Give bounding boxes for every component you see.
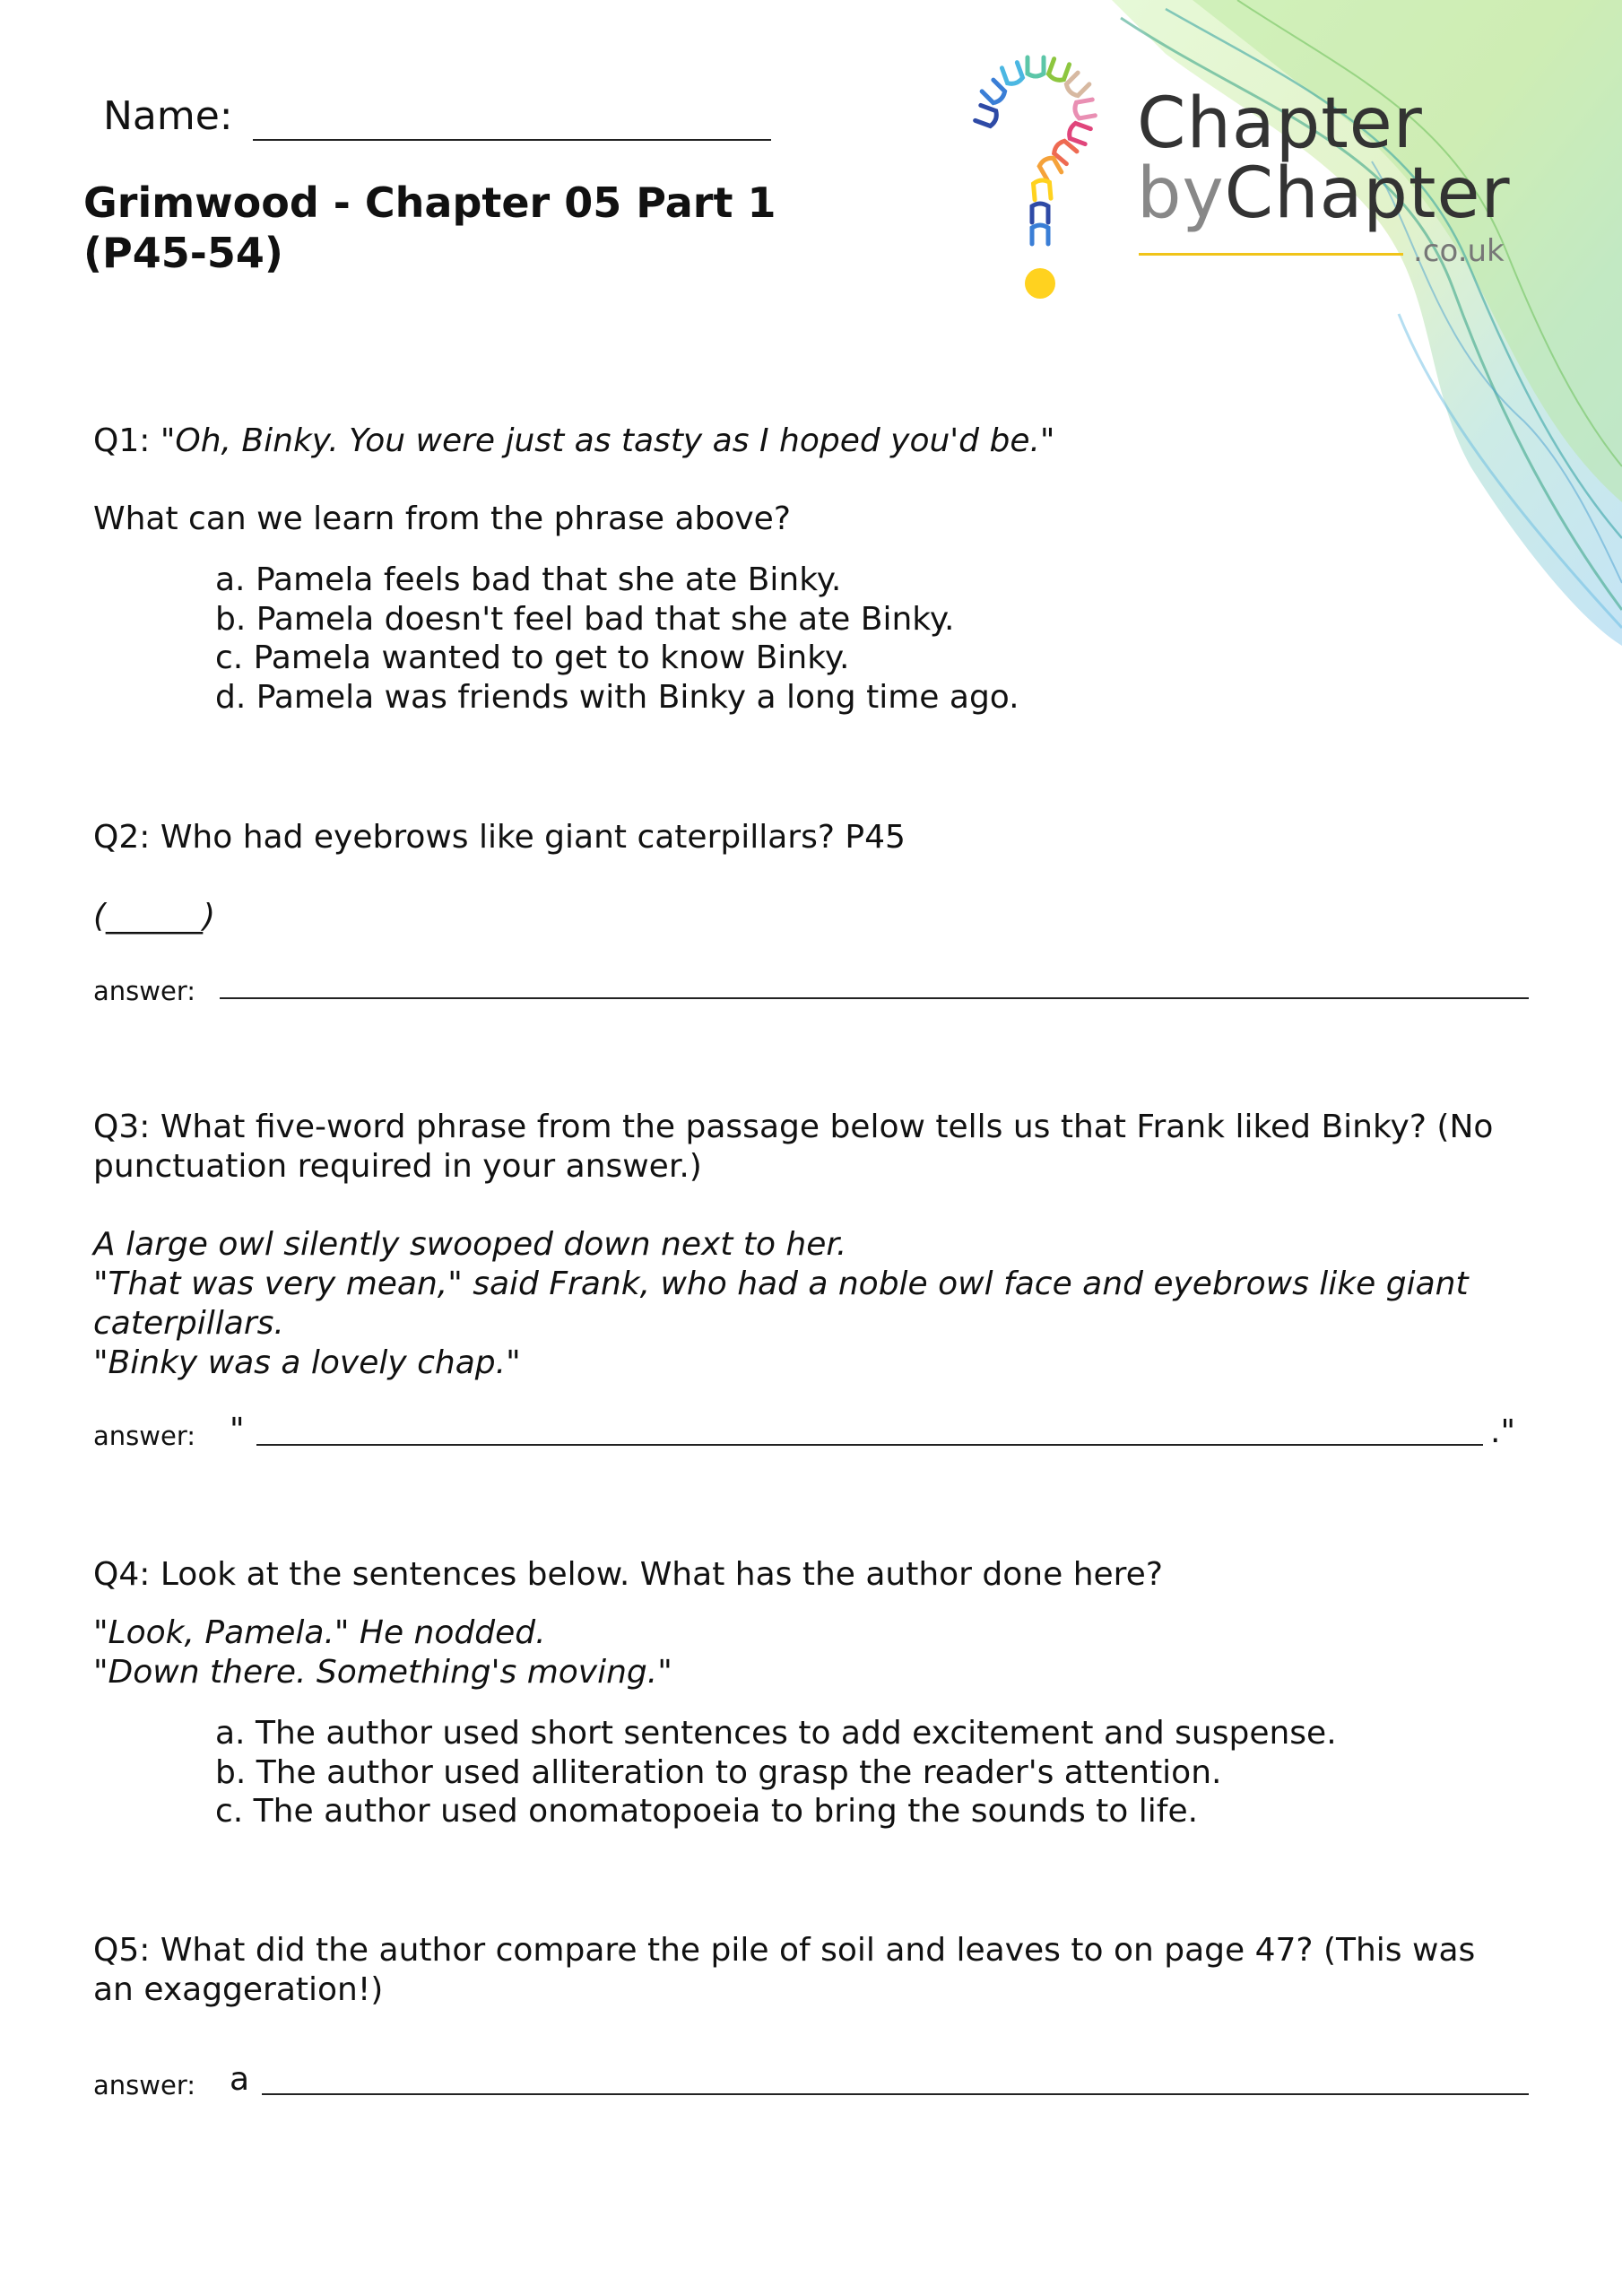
book-mark	[1028, 57, 1044, 76]
q1-question	[93, 422, 1054, 461]
q4-passage	[93, 1613, 672, 1692]
q4-option-a[interactable]: a. The author used short sentences to add excitement and suspense.	[215, 1715, 1337, 1752]
q2-answer-line[interactable]	[220, 997, 1529, 999]
logo-word-by: by	[1137, 153, 1225, 234]
q4-option-c[interactable]: c. The author used onomatopoeia to bring the sounds to life.	[215, 1793, 1199, 1830]
logo	[968, 54, 1560, 314]
book-mark	[1067, 122, 1090, 144]
q4-option-b[interactable]: b. The author used alliteration to grasp the reader's attention.	[215, 1753, 1222, 1791]
q5-question	[93, 1931, 1475, 2010]
q3-passage-line: A large owl silently swooped down next to her.	[93, 1226, 847, 1263]
q4-passage-line: "Down there. Something's moving."	[93, 1654, 672, 1691]
q5-text-line-2: an exaggeration!)	[93, 1971, 384, 2008]
q1-option-d[interactable]: d. Pamela was friends with Binky a long time ago.	[215, 678, 1019, 716]
q1-quote: "Oh, Binky. You were just as tasty as I hoped you'd be."	[160, 422, 1055, 459]
book-mark	[1047, 59, 1069, 83]
q3-text-line-2: punctuation required in your answer.)	[93, 1148, 702, 1185]
book-mark	[976, 105, 999, 126]
question-dot	[1025, 268, 1055, 299]
q3-passage-line: "That was very mean," said Frank, who had a noble owl face and eyebrows like giant	[93, 1265, 1469, 1302]
q2-question: Q2: Who had eyebrows like giant caterpillars? P45	[93, 819, 906, 856]
q1-option-c[interactable]: c. Pamela wanted to get to know Binky.	[215, 639, 850, 676]
q5-answer-label: answer:	[93, 2070, 196, 2100]
logo-underline	[1139, 253, 1403, 256]
q1-option-a[interactable]: a. Pamela feels bad that she ate Binky.	[215, 561, 842, 598]
logo-word-chapter2: Chapter	[1224, 153, 1511, 234]
q3-passage-line: "Binky was a lovely chap."	[93, 1344, 521, 1381]
logo-domain: .co.uk	[1413, 233, 1505, 269]
q5-answer-line[interactable]	[262, 2093, 1529, 2095]
logo-word-chapter: Chapter	[1137, 83, 1423, 164]
name-label: Name:	[103, 93, 233, 139]
q3-answer-label: answer:	[93, 1421, 196, 1451]
book-mark	[1032, 204, 1048, 222]
q1-prompt: What can we learn from the phrase above?	[93, 500, 791, 537]
q4-question: Q4: Look at the sentences below. What has the author done here?	[93, 1556, 1163, 1593]
book-mark	[1033, 179, 1051, 199]
q4-options	[215, 1714, 1337, 1831]
q2-blank: (______)	[93, 898, 216, 935]
q3-passage	[93, 1225, 1469, 1383]
logo-line2	[1137, 153, 1511, 234]
q2-answer-label: answer:	[93, 976, 196, 1006]
q1-label: Q1:	[93, 422, 151, 459]
q1-options	[215, 561, 1019, 717]
q3-question	[93, 1108, 1493, 1187]
q5-text-line-1: Q5: What did the author compare the pile of soil and leaves to on page 47? (This was	[93, 1932, 1476, 1969]
book-mark	[1074, 100, 1096, 118]
q3-passage-line: caterpillars.	[93, 1305, 284, 1342]
q1-option-b[interactable]: b. Pamela doesn't feel bad that she ate Binky.	[215, 600, 955, 638]
q3-answer-line[interactable]	[256, 1444, 1483, 1446]
book-mark	[1002, 63, 1023, 86]
book-mark	[982, 80, 1007, 105]
book-mark	[1032, 225, 1048, 244]
title-line-1: Grimwood - Chapter 05 Part 1	[83, 178, 776, 227]
question-mark-books-icon	[968, 54, 1112, 314]
worksheet-title	[83, 178, 776, 278]
book-mark	[1064, 73, 1089, 98]
name-field-line[interactable]	[253, 139, 771, 141]
q3-open-quote: "	[230, 1412, 245, 1448]
title-line-2: (P45-54)	[83, 229, 283, 277]
q3-text-line-1: Q3: What five-word phrase from the passage below tells us that Frank liked Binky? (No	[93, 1109, 1494, 1145]
q4-passage-line: "Look, Pamela." He nodded.	[93, 1614, 546, 1651]
q5-prefix: a	[230, 2061, 250, 2098]
q3-close-quote: ."	[1490, 1413, 1516, 1450]
